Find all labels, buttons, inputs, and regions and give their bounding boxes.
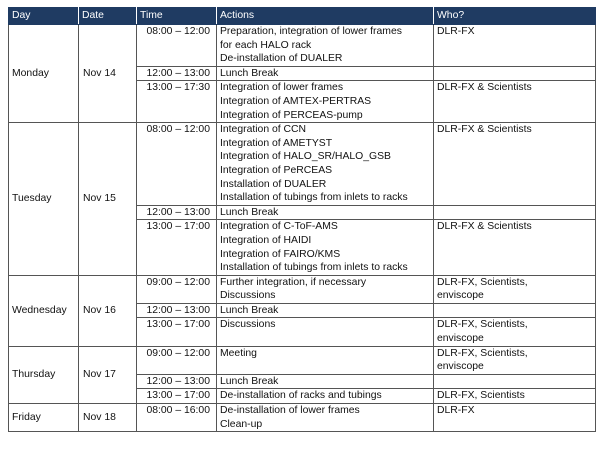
table-row [9,404,596,432]
who-cell [434,81,596,123]
day-cell: Friday [9,404,79,432]
action-line: Integration of HAIDI [220,234,312,246]
who-line: DLR-FX [437,405,475,417]
time-cell: 13:00 – 17:00 [137,318,217,346]
time-cell: 08:00 – 16:00 [137,404,217,432]
who-line: enviscope [437,333,484,345]
header-row [9,8,596,25]
date-cell: Nov 16 [79,275,137,346]
who-cell [434,404,596,432]
action-line: Lunch Break [220,375,279,387]
header-date: Date [79,8,137,25]
time-cell: 13:00 – 17:00 [137,389,217,404]
table-row [9,346,596,374]
actions-cell [217,303,434,318]
who-cell [434,123,596,206]
header-day: Day [9,8,79,25]
who-cell [434,205,596,220]
action-line: Installation of tubings from inlets to racks [220,192,408,204]
day-cell: Monday [9,25,79,123]
action-line: Integration of PeRCEAS [220,164,333,176]
action-line: De-installation of racks and tubings [220,390,382,402]
table-row [9,123,596,206]
time-cell: 08:00 – 12:00 [137,123,217,206]
time-cell: 13:00 – 17:00 [137,220,217,275]
day-cell: Thursday [9,346,79,403]
actions-cell [217,220,434,275]
action-line: Lunch Break [220,67,279,79]
who-cell [434,66,596,81]
actions-cell [217,346,434,374]
who-line: DLR-FX, Scientists, [437,276,528,288]
action-line: Meeting [220,347,257,359]
who-line: DLR-FX & Scientists [437,221,532,233]
who-line: DLR-FX, Scientists [437,390,525,402]
actions-cell [217,318,434,346]
action-line: De-installation of DUALER [220,53,343,65]
actions-cell [217,205,434,220]
action-line: Discussions [220,319,276,331]
action-line: Integration of C-ToF-AMS [220,221,338,233]
who-cell [434,275,596,303]
action-line: Installation of tubings from inlets to racks [220,262,408,274]
who-cell [434,374,596,389]
action-line: De-installation of lower frames [220,405,360,417]
action-line: Integration of AMETYST [220,137,333,149]
who-line: enviscope [437,290,484,302]
schedule-table [8,7,596,432]
time-cell: 08:00 – 12:00 [137,25,217,67]
action-line: Installation of DUALER [220,178,327,190]
header-who: Who? [434,8,596,25]
action-line: Integration of HALO_SR/HALO_GSB [220,151,391,163]
time-cell: 12:00 – 13:00 [137,374,217,389]
action-line: Lunch Break [220,304,279,316]
action-line: Integration of lower frames [220,82,344,94]
table-row [9,25,596,67]
actions-cell [217,404,434,432]
date-cell: Nov 18 [79,404,137,432]
date-cell: Nov 14 [79,25,137,123]
action-line: Discussions [220,290,276,302]
who-cell [434,303,596,318]
actions-cell [217,374,434,389]
action-line: for each HALO rack [220,39,312,51]
who-cell [434,389,596,404]
header-actions: Actions [217,8,434,25]
time-cell: 12:00 – 13:00 [137,205,217,220]
who-cell [434,318,596,346]
actions-cell [217,123,434,206]
time-cell: 13:00 – 17:30 [137,81,217,123]
action-line: Preparation, integration of lower frames [220,26,402,37]
action-line: Clean-up [220,418,263,430]
date-cell: Nov 17 [79,346,137,403]
who-line: DLR-FX & Scientists [437,82,532,94]
action-line: Integration of AMTEX-PERTRAS [220,95,372,107]
who-line: DLR-FX, Scientists, [437,319,528,331]
who-cell [434,25,596,67]
time-cell: 12:00 – 13:00 [137,66,217,81]
actions-cell [217,25,434,67]
time-cell: 09:00 – 12:00 [137,275,217,303]
action-line: Integration of FAIRO/KMS [220,248,341,260]
action-line: Integration of PERCEAS-pump [220,109,363,121]
table-row [9,275,596,303]
actions-cell [217,275,434,303]
who-line: DLR-FX [437,26,475,37]
time-cell: 09:00 – 12:00 [137,346,217,374]
day-cell: Tuesday [9,123,79,276]
date-cell: Nov 15 [79,123,137,276]
action-line: Further integration, if necessary [220,276,367,288]
schedule-body [9,25,596,432]
action-line: Lunch Break [220,206,279,218]
action-line: Integration of CCN [220,124,307,136]
who-line: enviscope [437,361,484,373]
day-cell: Wednesday [9,275,79,346]
time-cell: 12:00 – 13:00 [137,303,217,318]
actions-cell [217,66,434,81]
who-cell [434,346,596,374]
header-time: Time [137,8,217,25]
who-line: DLR-FX, Scientists, [437,347,528,359]
who-line: DLR-FX & Scientists [437,124,532,136]
actions-cell [217,389,434,404]
actions-cell [217,81,434,123]
who-cell [434,220,596,275]
